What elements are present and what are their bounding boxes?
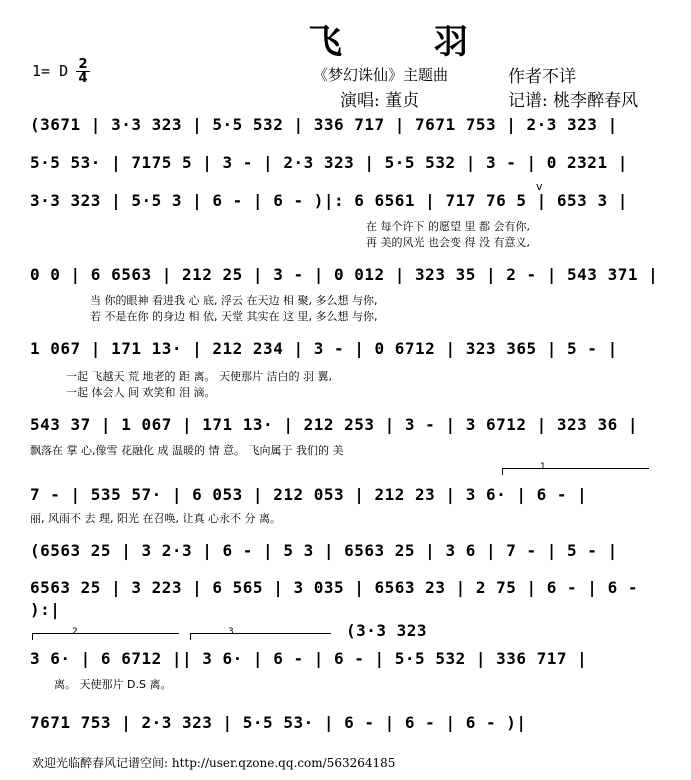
lyric-verse-2: 一起 体会人 间 欢笑和 泪 滴。: [66, 386, 216, 399]
notes-line: (6563 25 | 3 2·3 | 6 - | 5 3 | 6563 25 | 3 6 | 7 - | 5 - |: [30, 541, 618, 560]
notes-line: 3·3 323 | 5·5 3 | 6 - | 6 - )|: 6 6561 | 717 76 5 | 653 3 |: [30, 191, 628, 210]
song-subtitle: 《梦幻诛仙》主题曲: [313, 66, 449, 84]
notes-line: 5·5 53· | 7175 5 | 3 - | 2·3 323 | 5·5 532 | 3 - | 0 2321 |: [30, 153, 628, 172]
score-row-5: [30, 338, 660, 399]
key-signature: 1= D: [32, 62, 69, 80]
lyric-verse-1: 一起 飞越天 荒 地老的 距 离。 天使那片 洁白的 羽 翼,: [66, 370, 332, 383]
score-row-11: [30, 712, 660, 734]
song-author: 作者不详: [508, 67, 576, 87]
notes-line: 7 - | 535 57· | 6 053 | 212 053 | 212 23 | 3 6· | 6 - |: [30, 485, 588, 504]
song-singer: 演唱: 董贞: [340, 91, 420, 111]
breath-mark: v: [536, 180, 543, 193]
time-signature-bottom: 4: [78, 71, 88, 86]
score-row-2: [30, 152, 660, 174]
score-row-3: [30, 180, 660, 249]
score-row-10: [30, 648, 660, 691]
score-row-1: [30, 114, 660, 136]
lyric-verse-1: 在 每个许下 的愿望 里 都 会有你,: [366, 220, 530, 233]
volta-bracket-3: [190, 633, 331, 640]
footer-credit: 欢迎光临醉春风记谱空间: http://user.qzone.qq.com/563264185: [32, 756, 396, 770]
notes-line: 0 0 | 6 6563 | 212 25 | 3 - | 0 012 | 323 35 | 2 - | 543 371 |: [30, 265, 659, 284]
lyric-verse-1: 飘落在 掌 心,像雪 花融化 成 温暖的 情 意。 飞向属于 我们的 美: [30, 444, 344, 457]
notes-line: (3671 | 3·3 323 | 5·5 532 | 336 717 | 7671 753 | 2·3 323 |: [30, 115, 618, 134]
volta-bracket-1: [502, 468, 649, 475]
notes-line: 1 067 | 171 13· | 212 234 | 3 - | 0 6712 | 323 365 | 5 - |: [30, 339, 618, 358]
notes-line: 7671 753 | 2·3 323 | 5·5 53· | 6 - | 6 - | 6 - )|: [30, 713, 527, 732]
lyric-verse-2: 若 不是在你 的身边 相 依, 天堂 其实在 这 里, 多么想 与你,: [90, 310, 378, 323]
song-title: 飞 羽: [308, 22, 508, 62]
repeat-intro-label: (3·3 323: [346, 621, 428, 640]
lyric-verse-1: 丽, 风雨不 去 理, 阳光 在召唤, 让真 心永不 分 离。: [30, 512, 281, 525]
lyric-verse-1: 离。 天使那片 D.S 离。: [54, 678, 172, 691]
score-row-4: [30, 264, 660, 323]
score-row-7: [30, 484, 660, 525]
time-signature-top: 2: [76, 58, 90, 72]
volta-number-3: 3: [228, 627, 234, 637]
lyric-verse-1: 当 你的眼神 看进我 心 底, 浮云 在天边 相 聚, 多么想 与你,: [90, 294, 378, 307]
notes-line: 3 6· | 6 6712 || 3 6· | 6 - | 6 - | 5·5 532 | 336 717 |: [30, 649, 588, 668]
volta-number-2: 2: [72, 627, 78, 637]
notes-line: 543 37 | 1 067 | 171 13· | 212 253 | 3 - | 3 6712 | 323 36 |: [30, 415, 638, 434]
lyric-verse-2: 再 美的风光 也会变 得 没 有意义,: [366, 236, 530, 249]
score-row-6: [30, 414, 660, 457]
time-signature: [76, 58, 90, 85]
song-transcriber: 记谱: 桃李醉春风: [508, 91, 639, 111]
volta-bracket-2: [32, 633, 179, 640]
score-row-9: [30, 577, 660, 619]
notes-line: 6563 25 | 3 223 | 6 565 | 3 035 | 6563 23 | 2 75 | 6 - | 6 - ):|: [30, 578, 638, 619]
score-row-8: [30, 540, 660, 562]
volta-number-1: 1: [540, 462, 546, 472]
